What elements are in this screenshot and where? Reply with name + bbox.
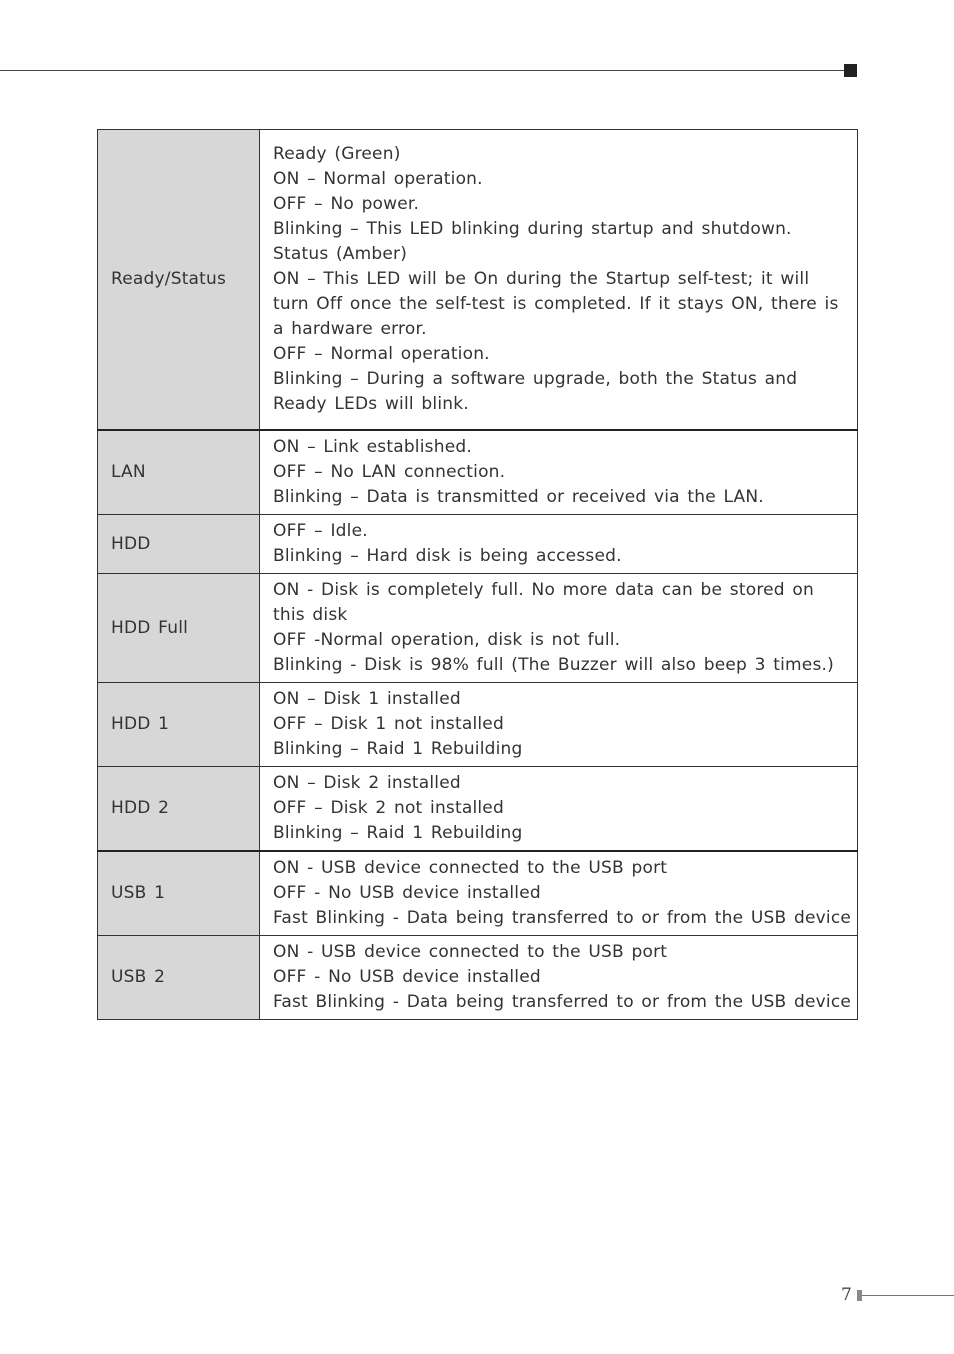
led-description-cell bbox=[260, 851, 858, 936]
description-line: Blinking – Raid 1 Rebuilding bbox=[273, 823, 523, 843]
description-line: OFF – Normal operation. bbox=[273, 344, 490, 364]
led-name: LAN bbox=[111, 462, 146, 482]
description-line: OFF - No USB device installed bbox=[273, 883, 541, 903]
led-name-cell bbox=[98, 936, 260, 1020]
table-row bbox=[98, 515, 858, 574]
table-row bbox=[98, 936, 858, 1020]
description-line: Blinking – Hard disk is being accessed. bbox=[273, 546, 622, 566]
description-line: ON – Link established. bbox=[273, 437, 472, 457]
description-line: Blinking – Data is transmitted or received via the LAN. bbox=[273, 487, 764, 507]
table-row bbox=[98, 683, 858, 767]
table-row bbox=[98, 767, 858, 852]
description-line: OFF - No USB device installed bbox=[273, 967, 541, 987]
page-number: 7 bbox=[841, 1285, 852, 1305]
led-name-cell bbox=[98, 683, 260, 767]
footer-rule bbox=[862, 1295, 954, 1296]
led-name-cell bbox=[98, 515, 260, 574]
description-line: OFF – Disk 2 not installed bbox=[273, 798, 504, 818]
description-line: Fast Blinking - Data being transferred to or from the USB device bbox=[273, 992, 852, 1012]
description-line: ON – Disk 2 installed bbox=[273, 773, 461, 793]
description-line: Blinking - Disk is 98% full (The Buzzer will also beep 3 times.) bbox=[273, 655, 834, 675]
header-rule bbox=[0, 70, 846, 71]
led-name-cell bbox=[98, 574, 260, 683]
description-line: Blinking – This LED blinking during startup and shutdown. bbox=[273, 219, 792, 239]
description-line: OFF – No power. bbox=[273, 194, 420, 214]
led-name: Ready/Status bbox=[111, 269, 227, 289]
description-line: Fast Blinking - Data being transferred to or from the USB device bbox=[273, 908, 852, 928]
led-description-cell bbox=[260, 574, 858, 683]
led-name: USB 2 bbox=[111, 967, 166, 987]
description-line: Blinking – During a software upgrade, both the Status and Ready LEDs will blink. bbox=[273, 369, 798, 414]
description-line: OFF – Disk 1 not installed bbox=[273, 714, 504, 734]
table-row bbox=[98, 130, 858, 431]
description-line: OFF – No LAN connection. bbox=[273, 462, 506, 482]
description-line: OFF – Idle. bbox=[273, 521, 368, 541]
led-name: USB 1 bbox=[111, 883, 166, 903]
header-square-mark bbox=[844, 64, 857, 77]
led-name-cell bbox=[98, 430, 260, 515]
description-line: Ready (Green) bbox=[273, 144, 401, 164]
led-name: HDD Full bbox=[111, 617, 189, 638]
description-line: Blinking – Raid 1 Rebuilding bbox=[273, 739, 523, 759]
table-row bbox=[98, 851, 858, 936]
led-description-cell bbox=[260, 936, 858, 1020]
description-line: OFF -Normal operation, disk is not full. bbox=[273, 630, 621, 650]
led-name-cell bbox=[98, 767, 260, 852]
led-name-cell bbox=[98, 130, 260, 431]
table-row bbox=[98, 430, 858, 515]
led-description-cell bbox=[260, 430, 858, 515]
led-name: HDD 1 bbox=[111, 714, 170, 734]
led-description-cell bbox=[260, 515, 858, 574]
led-description-cell bbox=[260, 130, 858, 431]
description-line: ON - Disk is completely full. No more data can be stored on this disk bbox=[273, 580, 814, 625]
led-description-cell bbox=[260, 683, 858, 767]
led-description-cell bbox=[260, 767, 858, 852]
table-row bbox=[98, 574, 858, 683]
description-line: Status (Amber) bbox=[273, 244, 408, 264]
led-name: HDD bbox=[111, 533, 151, 554]
description-line: ON – Disk 1 installed bbox=[273, 689, 461, 709]
description-line: ON – Normal operation. bbox=[273, 169, 483, 189]
led-name-cell bbox=[98, 851, 260, 936]
description-line: ON - USB device connected to the USB port bbox=[273, 942, 668, 962]
description-line: ON - USB device connected to the USB port bbox=[273, 858, 668, 878]
led-name: HDD 2 bbox=[111, 798, 170, 818]
description-line: ON – This LED will be On during the Startup self-test; it will turn Off once the self-test is completed. If it stays ON, there is a hardware error. bbox=[273, 269, 839, 339]
led-indicator-table bbox=[97, 129, 858, 1020]
